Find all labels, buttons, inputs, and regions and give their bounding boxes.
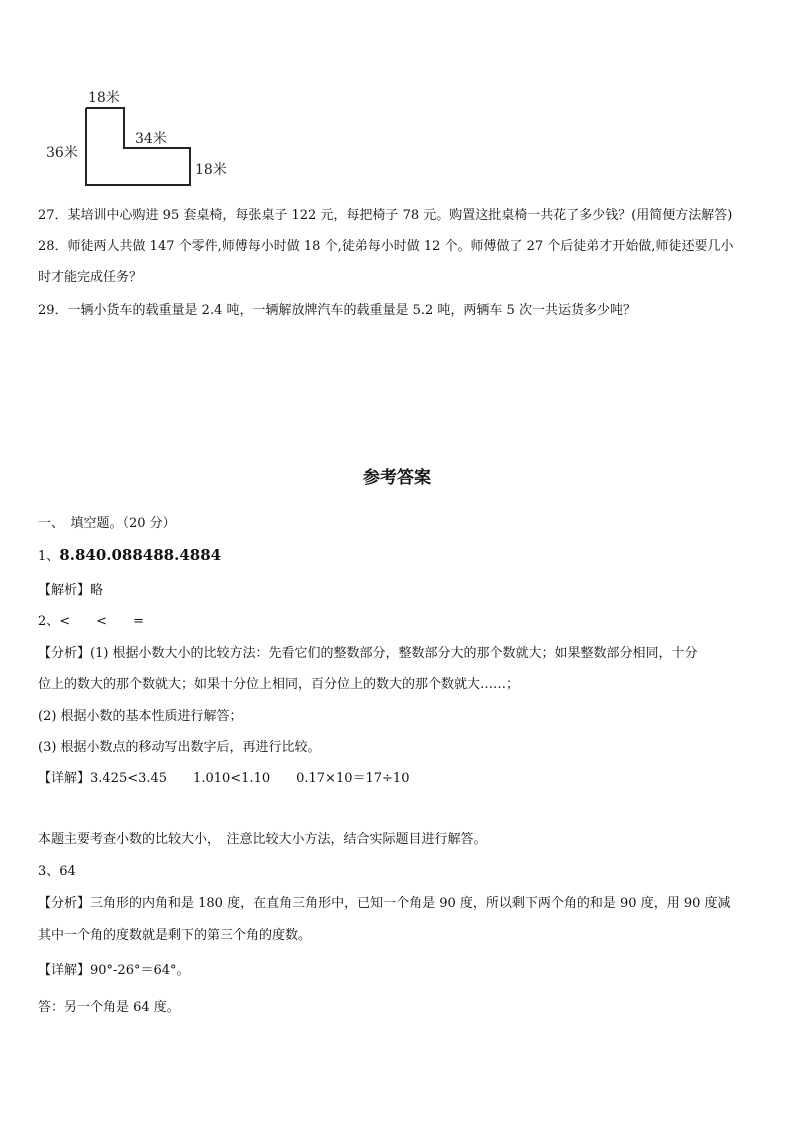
answer-label: 2、 bbox=[38, 614, 60, 629]
l-shape-figure bbox=[40, 82, 240, 192]
answers-title: 参考答案 bbox=[363, 468, 431, 488]
label-top-18m: 18米 bbox=[88, 90, 120, 106]
answer-2-detail: 【详解】3.425<3.45 1.010<1.10 0.17×10＝17÷10 bbox=[38, 771, 410, 786]
question-text: 某培训中心购进 95 套桌椅，每张桌子 122 元，每把椅子 78 元。购置这批桌椅一共花了多少钱？(用简便方法解答) bbox=[67, 208, 733, 223]
answer-1-note: 【解析】略 bbox=[38, 583, 104, 598]
question-number: 28． bbox=[38, 239, 68, 254]
section-heading: 一、 填空题。（20 分） bbox=[38, 516, 176, 531]
question-29 bbox=[38, 302, 636, 320]
answer-3-final: 答：另一个角是 64 度。 bbox=[38, 1000, 180, 1015]
answer-3 bbox=[38, 863, 76, 881]
answer-2-analysis-line1: 【分析】(1) 根据小数大小的比较方法：先看它们的整数部分，整数部分大的那个数就大；如果整数部分相同，十分 bbox=[38, 646, 698, 661]
question-28 bbox=[38, 238, 733, 256]
answer-2-analysis-line2: 位上的数大的那个数就大；如果十分位上相同，百分位上的数大的那个数就大……； bbox=[38, 677, 520, 692]
question-text: 师徒两人共做 147 个零件,师傅每小时做 18 个,徒弟每小时做 12 个。师傅做了 27 个后徒弟才开始做,师徒还要几小 bbox=[67, 239, 734, 254]
question-number: 27． bbox=[38, 208, 68, 223]
label-left-36m: 36米 bbox=[46, 145, 78, 161]
question-28-continued: 时才能完成任务？ bbox=[38, 270, 143, 285]
answer-3-detail: 【详解】90°-26°＝64°。 bbox=[38, 963, 190, 978]
answer-3-analysis-line1: 【分析】三角形的内角和是 180 度，在直角三角形中，已知一个角是 90 度，所以剩下两个角的和是 90 度，用 90 度减 bbox=[38, 896, 731, 911]
label-middle-34m: 34米 bbox=[135, 131, 167, 147]
answer-value: < < = bbox=[59, 614, 144, 629]
answer-value: 64 bbox=[59, 864, 76, 879]
answer-value: 8.840.088488.4884 bbox=[59, 546, 222, 564]
label-right-18m: 18米 bbox=[195, 162, 227, 178]
question-27 bbox=[38, 207, 732, 225]
question-text: 一辆小货车的载重量是 2.4 吨，一辆解放牌汽车的载重量是 5.2 吨，两辆车 5 次一共运货多少吨？ bbox=[67, 303, 636, 318]
answer-2 bbox=[38, 613, 144, 631]
answer-2-analysis-line3: (2) 根据小数的基本性质进行解答； bbox=[38, 709, 243, 724]
answer-1 bbox=[38, 545, 221, 564]
answer-3-analysis-line2: 其中一个角的度数就是剩下的第三个角的度数。 bbox=[38, 928, 312, 943]
answer-label: 1、 bbox=[38, 549, 60, 564]
answer-label: 3、 bbox=[38, 864, 60, 879]
question-number: 29． bbox=[38, 303, 68, 318]
answer-2-summary: 本题主要考查小数的比较大小， 注意比较大小方法，结合实际题目进行解答。 bbox=[38, 832, 487, 847]
answer-2-analysis-line4: (3) 根据小数点的移动写出数字后，再进行比较。 bbox=[38, 740, 321, 755]
